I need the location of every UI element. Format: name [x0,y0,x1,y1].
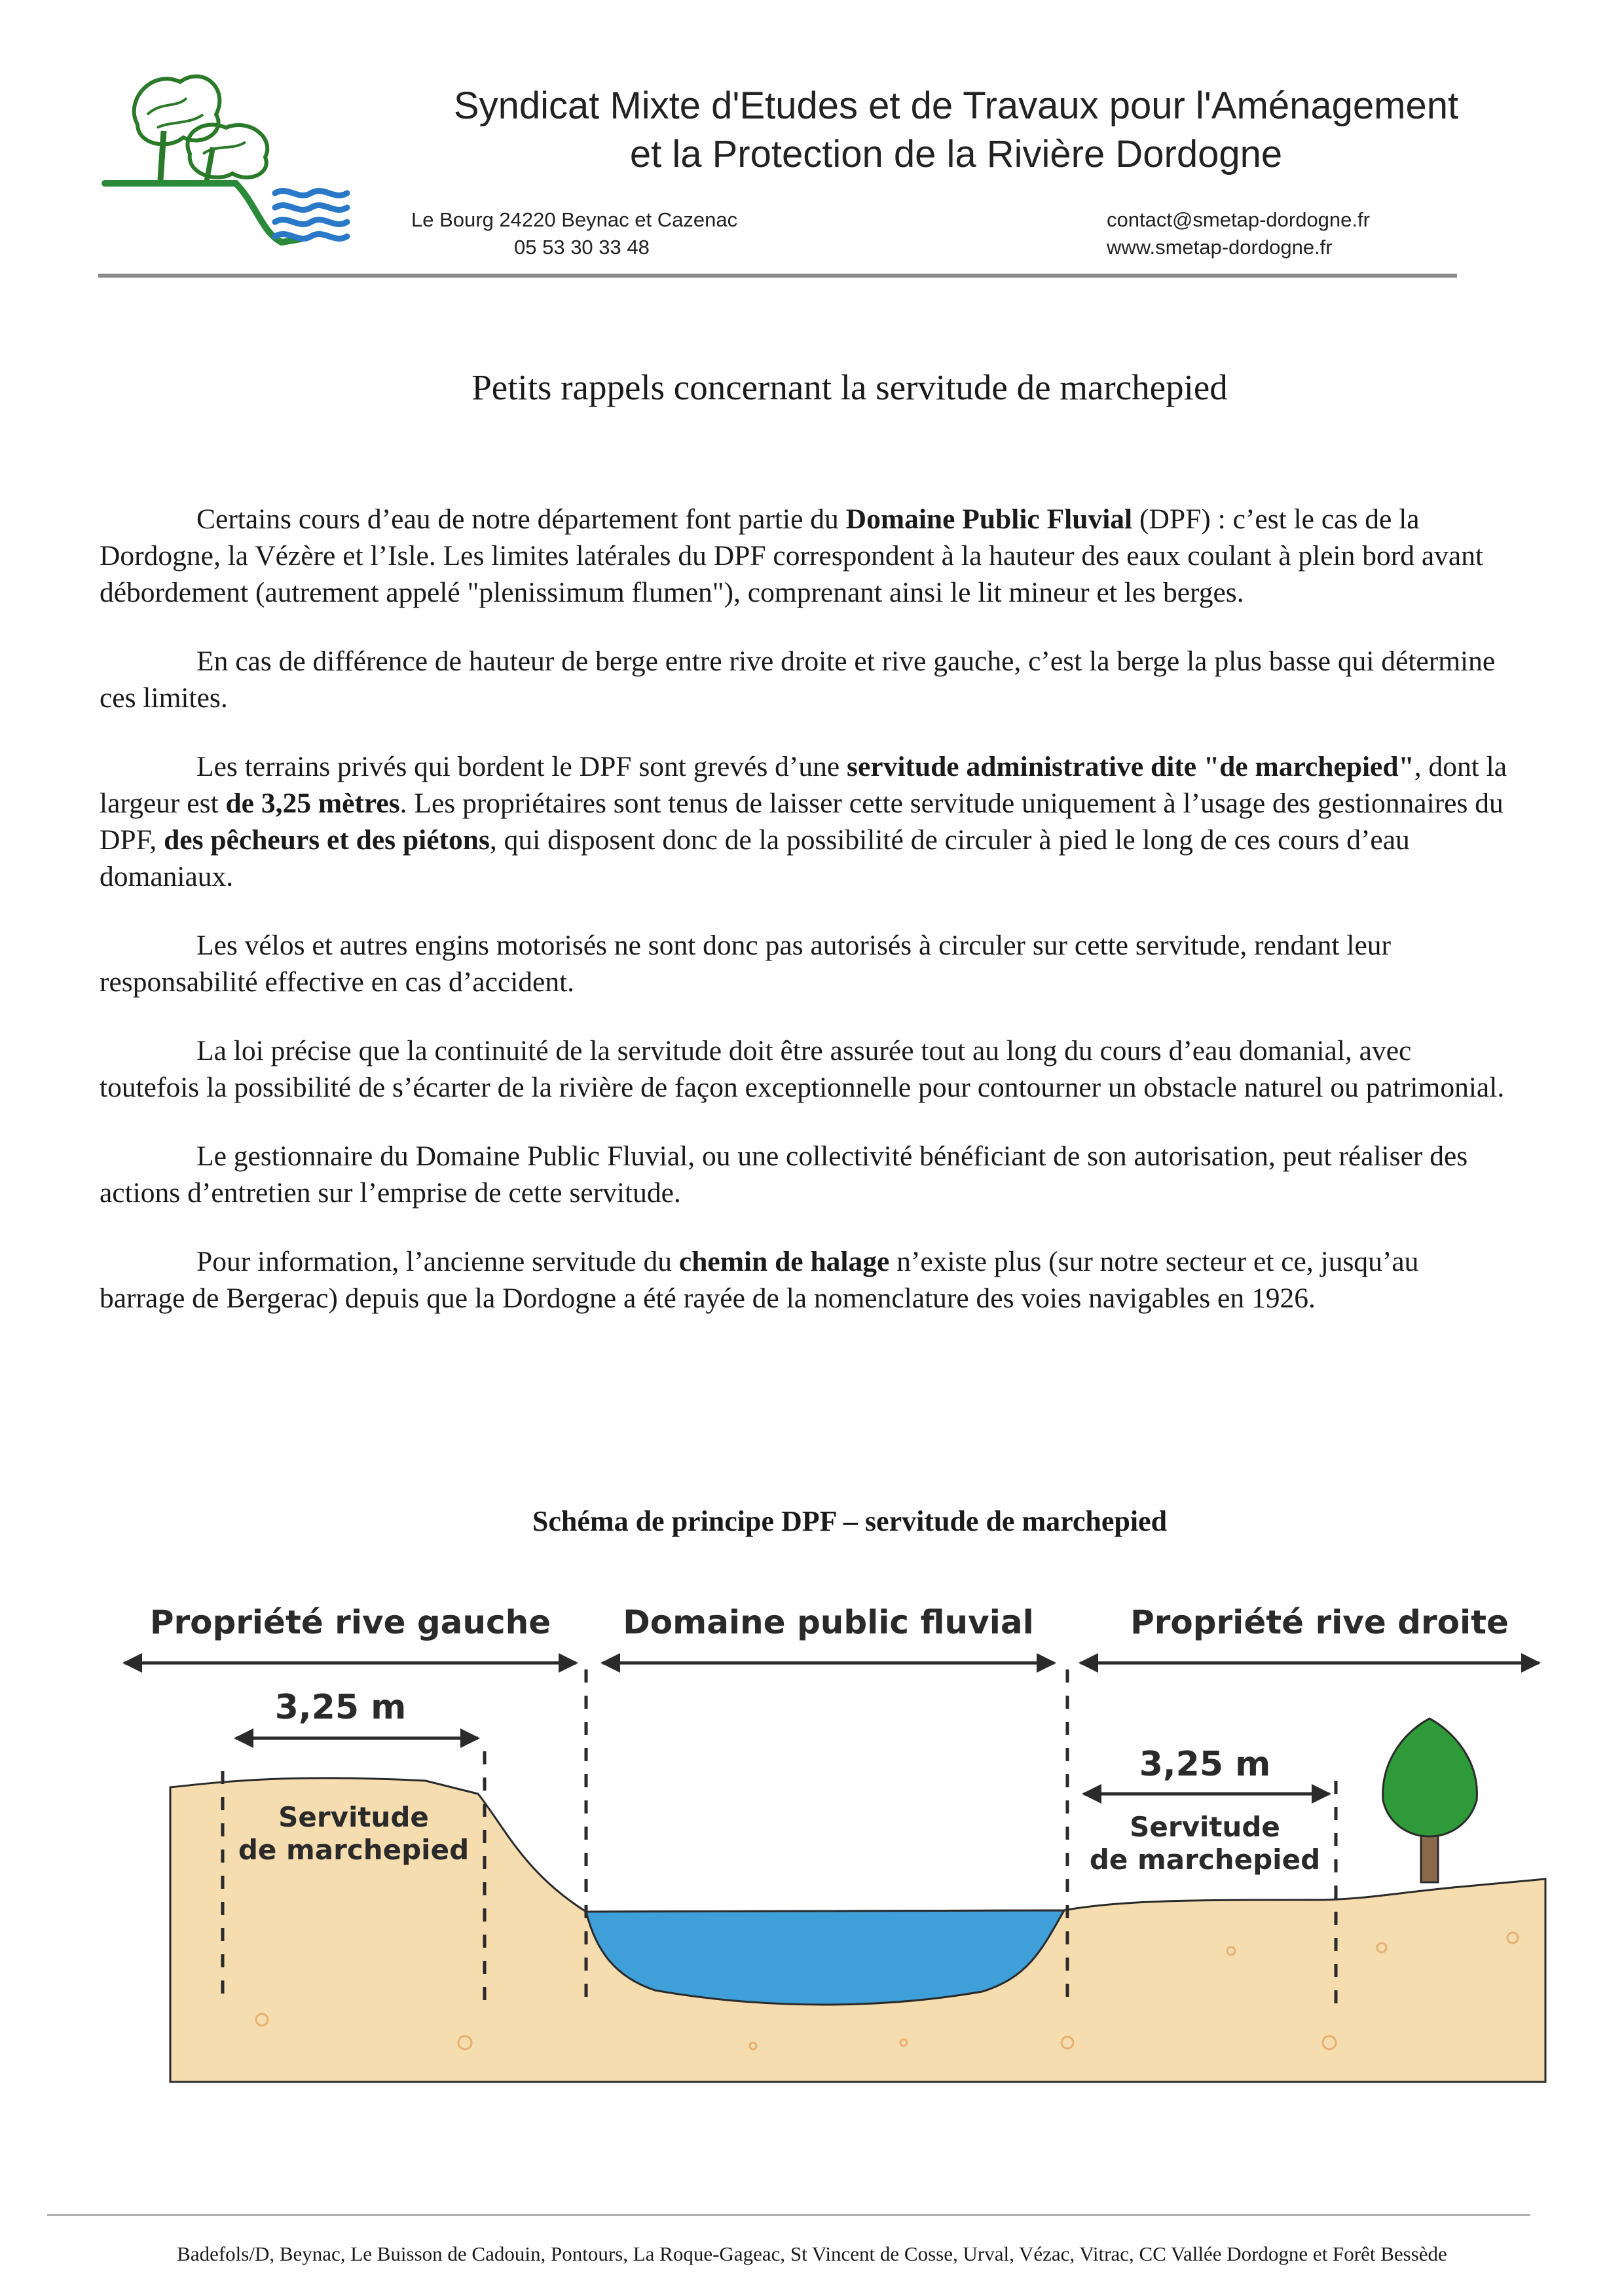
dpf-schema-diagram [98,1584,1559,2108]
paragraph-text: Les vélos et autres engins motorisés ne sont donc pas autorisés à circuler sur cette servitude, rendant leur responsabilité effective en cas d’accident. [100,930,1392,998]
emphasis-text: servitude administrative dite "de marchepied" [847,751,1414,782]
tree-logo-icon [134,77,268,183]
paragraph-text: En cas de différence de hauteur de berge entre rive droite et rive gauche, c’est la berge la plus basse qui détermine ces limites. [100,646,1496,714]
paragraph-text: Pour information, l’ancienne servitude du [196,1246,679,1277]
emphasis-text: chemin de halage [678,1246,890,1277]
body-paragraph [100,748,1507,895]
organization-name-line1: Syndicat Mixte d'Etudes et de Travaux pour l'Aménagement [453,84,1459,127]
width-label-left: 3,25 m [274,1688,407,1727]
paragraph-text: (DPF) : c’est le cas de la Dordogne, la Vézère et l’Isle. Les limites latérales du DPF correspondent à la hauteur des eaux coulant à plein bord avant débordement (autrement appelé "plenissimum flumen"), comprenant ainsi le lit mineur et les berges. [100,503,1484,608]
paragraph-text: , qui disposent donc de la possibilité de circuler à pied le long de ces cours d’eau domaniaux. [100,824,1410,892]
body-paragraph [100,1032,1507,1106]
servitude-label-right-line1: Servitude [1130,1811,1280,1843]
email-link[interactable]: contact@smetap-dordogne.fr [1107,208,1370,231]
paragraph-text: , dont la largeur est [100,751,1507,819]
schema-title: Schéma de principe DPF – servitude de marchepied [532,1505,1168,1537]
postal-address: Le Bourg 24220 Beynac et Cazenac [411,208,738,231]
emphasis-text: de 3,25 mètres [225,788,400,819]
servitude-label-left-line1: Servitude [278,1801,429,1833]
emphasis-text: Domaine Public Fluvial [845,503,1133,535]
emphasis-text: des pêcheurs et des piétons [164,824,490,856]
paragraph-text: n’existe plus (sur notre secteur et ce, jusqu’au barrage de Bergerac) depuis que la Dordogne a été rayée de la nomenclature des voies navigables en 1926. [100,1246,1419,1314]
label-left-property: Propriété rive gauche [149,1603,551,1641]
paragraph-text: . Les propriétaires sont tenus de laisser cette servitude uniquement à l’usage des gestionnaires du DPF, [100,788,1504,856]
paragraph-text: Certains cours d’eau de notre département font partie du [196,503,846,535]
width-label-right: 3,25 m [1139,1745,1271,1784]
body-paragraph [100,927,1507,1000]
organization-logo [98,62,360,278]
body-paragraph [100,1243,1507,1317]
organization-name-line2: et la Protection de la Rivière Dordogne [629,133,1283,175]
waves-icon [275,191,347,239]
riverbank-icon [105,183,301,242]
online-contact [1107,206,1370,261]
document-body [100,501,1507,1349]
servitude-label-left-line2: de marchepied [238,1834,470,1866]
body-paragraph [100,1138,1507,1211]
footer-communes: Badefols/D, Beynac, Le Buisson de Cadouin, Pontours, La Roque-Gageac, St Vincent de Cosse, Urval, Vézac, Vitrac, CC Vallée Dordogne et Forêt Bessède [177,2242,1447,2265]
body-paragraph [100,501,1507,611]
footer-divider [47,2214,1530,2216]
document-title: Petits rappels concernant la servitude de marchepied [471,367,1228,407]
paragraph-text: Les terrains privés qui bordent le DPF sont grevés d’une [196,751,847,782]
paragraph-text: La loi précise que la continuité de la servitude doit être assurée tout au long du cours d’eau domanial, avec toutefois la possibilité de s’écarter de la rivière de façon exceptionnelle pour contourner un obstacle naturel ou patrimonial. [100,1035,1505,1103]
servitude-label-right-line2: de marchepied [1089,1844,1321,1876]
label-right-property: Propriété rive droite [1130,1603,1509,1641]
phone-number: 05 53 30 33 48 [514,236,650,259]
organization-name [341,82,1572,179]
body-paragraph [100,643,1507,716]
tree-icon [1383,1719,1477,1836]
website-link[interactable]: www.smetap-dordogne.fr [1107,236,1333,259]
paragraph-text: Le gestionnaire du Domaine Public Fluvial, ou une collectivité bénéficiant de son autorisation, peut réaliser des actions d’entretien sur l’emprise de cette servitude. [100,1140,1468,1209]
postal-contact [411,206,737,261]
label-public-domain: Domaine public fluvial [623,1603,1034,1641]
header-divider [98,274,1457,278]
